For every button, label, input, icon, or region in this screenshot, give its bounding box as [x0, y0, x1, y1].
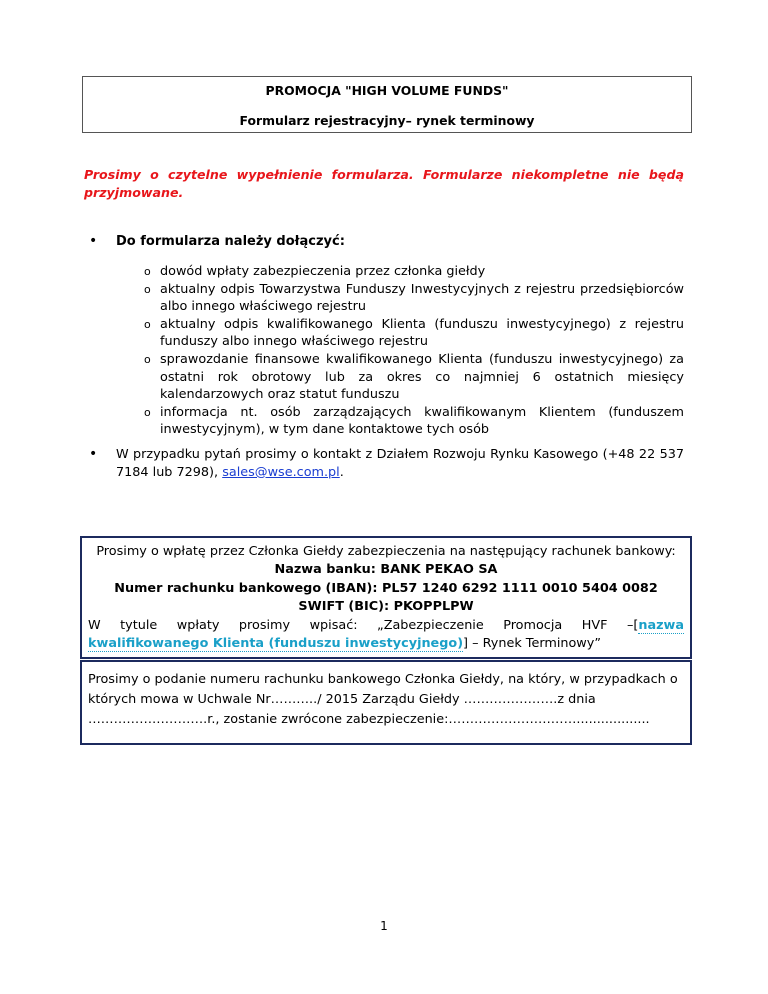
page-number: 1	[380, 919, 388, 933]
account-request-box	[80, 660, 692, 745]
bullet-dot-icon: •	[89, 233, 98, 249]
email-link[interactable]: sales@wse.com.pl	[222, 465, 340, 480]
circle-bullet-icon: o	[144, 265, 151, 278]
list-item: o sprawozdanie finansowe kwalifikowanego Klienta (funduszu inwestycyjnego) za ostatni rok obrotowy lub za okres co najmniej 6 ostatnich miesięcy kalendarzowych oraz statut funduszu	[144, 351, 684, 403]
attachments-heading: Do formularza należy dołączyć:	[116, 234, 345, 249]
attachments-list	[144, 263, 684, 439]
bank-details-box	[80, 536, 692, 659]
document-subtitle: Formularz rejestracyjny– rynek terminowy	[239, 113, 535, 128]
bank-swift: SWIFT (BIC): PKOPPLPW	[298, 599, 474, 615]
circle-bullet-icon: o	[144, 352, 151, 366]
payment-title: W tytule wpłaty prosimy wpisać: „Zabezpieczenie Promocja HVF –[nazwa kwalifikowanego Klienta (funduszu inwestycyjnego)] – Rynek Terminowy”	[88, 617, 684, 652]
list-item: o informacja nt. osób zarządzających kwalifikowanym Klientem (funduszem inwestycyjnym), w tym dane kontaktowe tych osób	[144, 404, 684, 438]
payment-highlight: nazwa kwalifikowanego Klienta (funduszu inwestycyjnego)	[88, 617, 684, 652]
list-item: o dowód wpłaty zabezpieczenia przez członka giełdy	[144, 264, 486, 279]
circle-bullet-icon: o	[144, 317, 151, 331]
circle-bullet-icon: o	[144, 282, 151, 296]
header-box	[82, 76, 692, 133]
warning-text: Prosimy o czytelne wypełnienie formularza. Formularze niekompletne nie będą przyjmowane.	[84, 167, 684, 200]
contact-paragraph: W przypadku pytań prosimy o kontakt z Działem Rozwoju Rynku Kasowego (+48 22 537 7184 lub 7298), sales@wse.com.pl.	[116, 447, 684, 480]
account-request-text: Prosimy o podanie numeru rachunku bankowego Członka Giełdy, na który, w przypadkach o których mowa w Uchwale Nr………../ 2015 Zarządu Giełdy ………………….z dnia ……………………….r., zostanie zwrócone zabezpieczenie:…………………………..................	[88, 672, 678, 727]
bank-iban: Numer rachunku bankowego (IBAN): PL57 1240 6292 1111 0010 5404 0082	[114, 580, 658, 596]
list-item: o aktualny odpis kwalifikowanego Klienta (funduszu inwestycyjnego) z rejestru funduszy albo innego właściwego rejestru	[144, 316, 684, 350]
circle-bullet-icon: o	[144, 405, 151, 419]
list-item: o aktualny odpis Towarzystwa Funduszy Inwestycyjnych z rejestru przedsiębiorców albo innego właściwego rejestru	[144, 281, 684, 315]
document-title: PROMOCJA "HIGH VOLUME FUNDS"	[265, 83, 509, 98]
bank-name: Nazwa banku: BANK PEKAO SA	[274, 562, 498, 578]
bank-intro: Prosimy o wpłatę przez Członka Giełdy zabezpieczenia na następujący rachunek bankowy:	[96, 544, 676, 559]
bullet-dot-icon: •	[89, 446, 98, 462]
